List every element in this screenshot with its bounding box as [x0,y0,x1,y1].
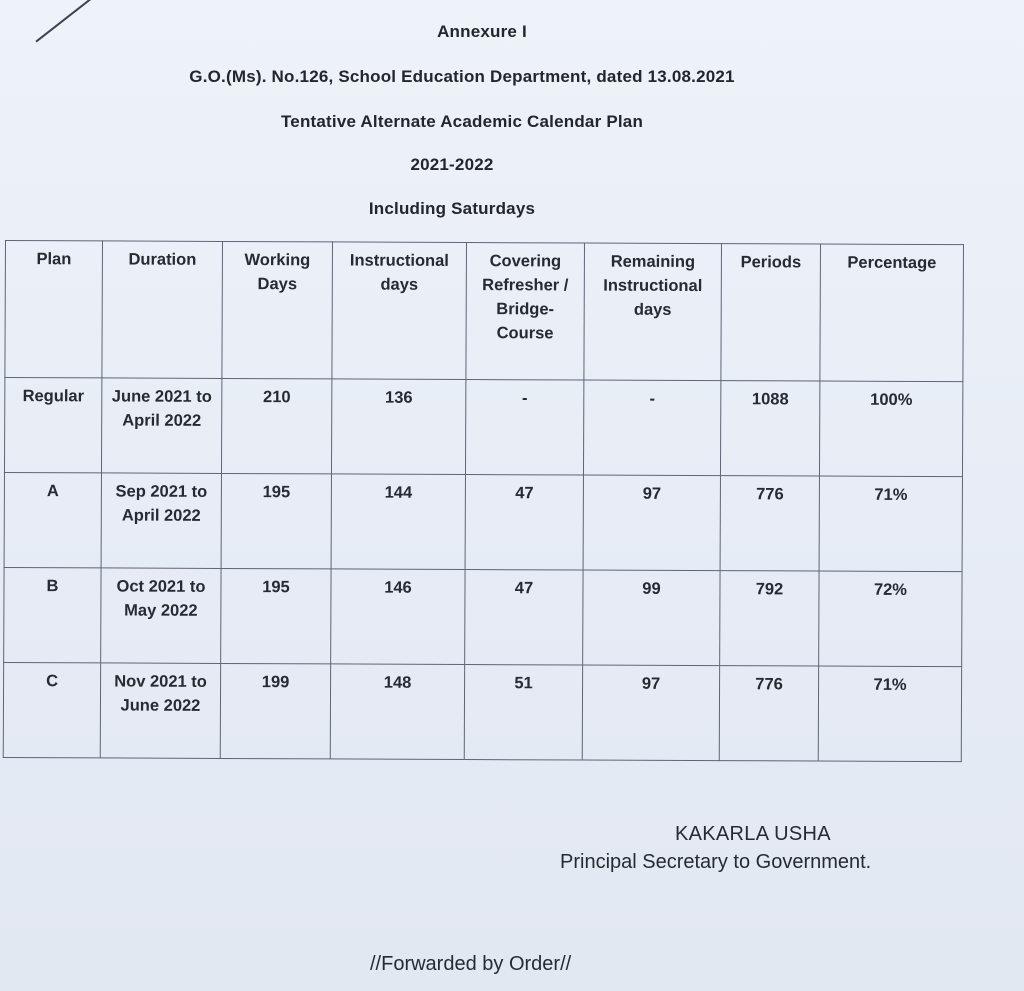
cell-working-days: 195 [221,473,331,568]
document-title: Tentative Alternate Academic Calendar Plan [280,112,644,131]
cell-instructional-days: 136 [331,379,465,475]
cell-covering: 47 [465,570,583,666]
cell-plan: Regular [4,378,101,473]
column-header-working-days: Working Days [222,241,333,378]
column-header-duration: Duration [102,241,223,379]
cell-percentage: 100% [819,381,962,477]
column-header-instructional-days: Instructional days [332,242,467,380]
table-row [4,378,962,477]
cell-plan: C [3,662,100,757]
cell-working-days: 195 [221,568,331,663]
subtitle: Including Saturdays [368,199,536,218]
table-header-row [5,241,964,382]
signature-block [560,820,871,876]
column-header-percentage: Percentage [820,244,964,382]
cell-periods: 776 [720,476,819,571]
cell-periods: 792 [720,571,819,666]
table-row [4,567,962,666]
cell-periods: 1088 [720,381,819,476]
cell-percentage: 71% [818,666,961,762]
cell-remaining: 99 [583,570,720,666]
cell-plan: A [4,472,101,567]
forwarded-by-order: //Forwarded by Order// [370,953,572,975]
cell-working-days: 199 [220,663,330,758]
cell-covering: - [465,380,583,476]
signatory-designation: Principal Secretary to Government. [560,851,872,873]
signatory-name: KAKARLA USHA [675,823,831,845]
table-row [3,662,961,761]
annexure-heading: Annexure I [437,22,527,41]
cell-instructional-days: 146 [331,569,465,665]
cell-percentage: 71% [819,476,962,572]
cell-duration: Oct 2021 to May 2022 [101,568,221,664]
cell-percentage: 72% [819,571,962,667]
cell-covering: 51 [464,665,582,761]
cell-remaining: 97 [583,475,720,571]
cell-covering: 47 [465,475,583,571]
cell-instructional-days: 144 [331,474,465,570]
table-row [4,472,962,571]
cell-duration: June 2021 to April 2022 [101,378,221,474]
column-header-remaining-instructional-days: Remaining Instructional days [584,243,722,381]
column-header-periods: Periods [721,244,821,381]
go-reference: G.O.(Ms). No.126, School Education Department, dated 13.08.2021 [189,67,735,86]
cell-working-days: 210 [221,378,331,473]
cell-duration: Nov 2021 to June 2022 [100,663,220,759]
cell-instructional-days: 148 [330,664,464,760]
column-header-plan: Plan [5,241,103,378]
calendar-plan-table [3,240,964,762]
column-header-covering-refresher: Covering Refresher / Bridge-Course [466,243,585,381]
academic-year: 2021-2022 [410,155,494,174]
cell-remaining: 97 [582,665,719,761]
cell-remaining: - [583,380,720,476]
cell-periods: 776 [719,666,818,761]
cell-plan: B [4,567,101,662]
cell-duration: Sep 2021 to April 2022 [101,473,221,569]
